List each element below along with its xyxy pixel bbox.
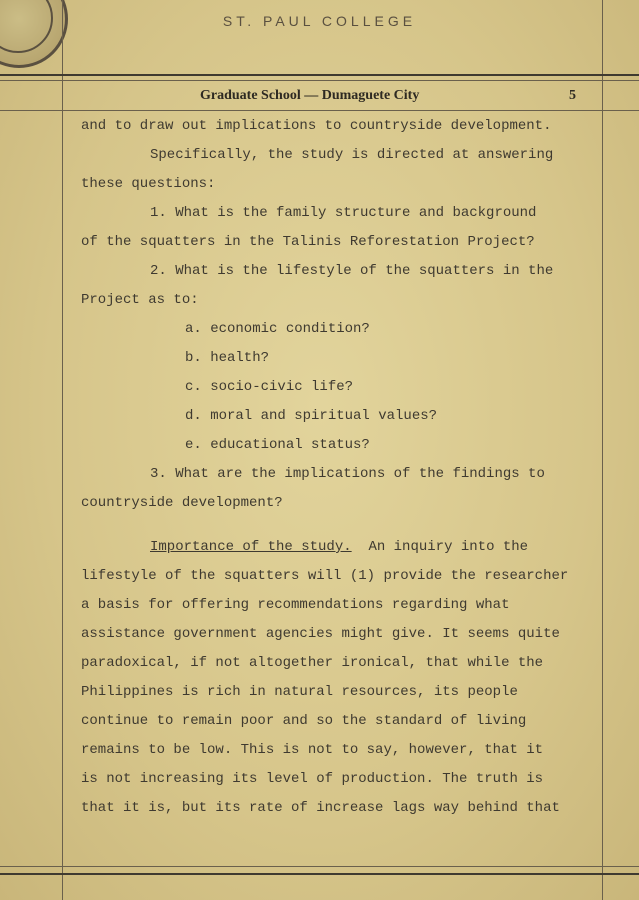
- page-number: 5: [569, 88, 576, 103]
- importance-first-line: [150, 539, 528, 555]
- body-line: continue to remain poor and so the standard of living: [81, 713, 527, 729]
- body-line: paradoxical, if not altogether ironical, that while the: [81, 655, 544, 671]
- question-3: 3. What are the implications of the findings to: [150, 466, 545, 482]
- body-line: Specifically, the study is directed at answering: [150, 147, 554, 163]
- sub-item-e: e. educational status?: [185, 437, 370, 453]
- body-line: countryside development?: [81, 495, 283, 511]
- body-line: Philippines is rich in natural resources, its people: [81, 684, 518, 700]
- importance-first-line-rest: An inquiry into the: [368, 539, 529, 555]
- sub-item-b: b. health?: [185, 350, 270, 366]
- body-line: a basis for offering recommendations regarding what: [81, 597, 510, 613]
- right-margin-rule: [602, 0, 603, 900]
- body-line: Project as to:: [81, 292, 199, 308]
- body-line: is not increasing its level of production. The truth is: [81, 771, 544, 787]
- college-name: ST. PAUL COLLEGE: [222, 13, 417, 29]
- top-rule: [0, 74, 639, 76]
- body-line: of the squatters in the Talinis Reforestation Project?: [81, 234, 535, 250]
- question-2: 2. What is the lifestyle of the squatters in the: [150, 263, 554, 279]
- body-line: that it is, but its rate of increase lags way behind that: [81, 800, 560, 816]
- body-line: lifestyle of the squatters will (1) provide the researcher: [81, 568, 569, 584]
- body-line: and to draw out implications to countryside development.: [81, 118, 552, 134]
- left-margin-rule: [62, 0, 63, 900]
- bottom-rule: [0, 866, 639, 867]
- bottom-rule-thick: [0, 873, 639, 875]
- sub-item-c: c. socio-civic life?: [185, 379, 354, 395]
- college-seal-icon: [0, 0, 68, 68]
- body-line: assistance government agencies might give. It seems quite: [81, 626, 560, 642]
- header-underline: [0, 110, 639, 111]
- question-1: 1. What is the family structure and background: [150, 205, 537, 221]
- school-header: Graduate School — Dumaguete City: [200, 88, 420, 103]
- body-line: remains to be low. This is not to say, however, that it: [81, 742, 544, 758]
- body-line: these questions:: [81, 176, 216, 192]
- top-rule-thin: [0, 80, 639, 81]
- sub-item-d: d. moral and spiritual values?: [185, 408, 438, 424]
- sub-item-a: a. economic condition?: [185, 321, 370, 337]
- importance-heading: Importance of the study.: [150, 539, 352, 555]
